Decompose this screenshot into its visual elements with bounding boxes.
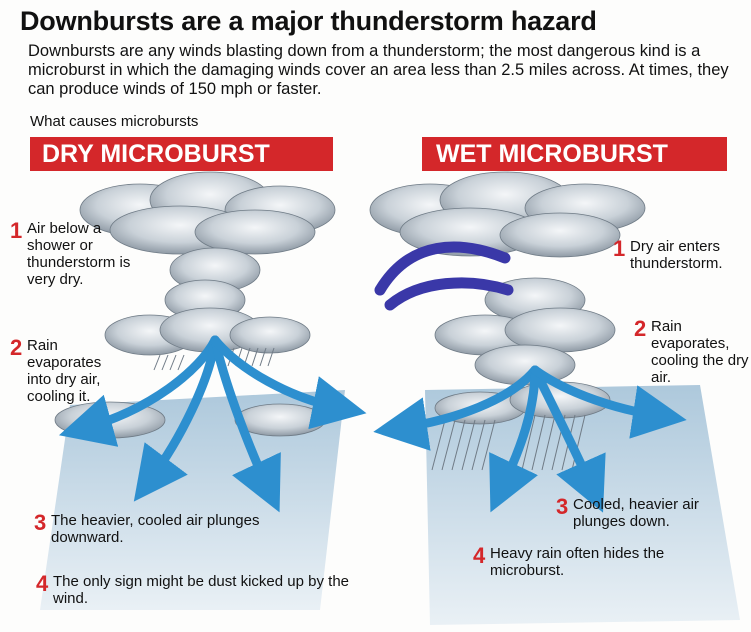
wet-microburst-banner: WET MICROBURST [422, 137, 727, 171]
wet-step-1 [613, 238, 748, 272]
wet-step-2 [634, 318, 749, 386]
wet-step-4 [473, 545, 713, 579]
wet-step-2-text: Rain evaporates, cooling the dry air. [651, 318, 749, 386]
wet-step-1-number: 1 [613, 236, 626, 261]
page-title: Downbursts are a major thunderstorm hazard [20, 6, 597, 36]
dry-step-3 [34, 512, 334, 546]
dry-step-4-number: 4 [36, 571, 49, 596]
causes-label: What causes microbursts [30, 113, 199, 130]
wet-step-2-number: 2 [634, 316, 647, 341]
dry-step-2-text: Rain evaporates into dry air, cooling it. [27, 337, 102, 405]
dry-microburst-banner: DRY MICROBURST [30, 137, 333, 171]
dry-step-1-number: 1 [10, 218, 23, 243]
dry-step-3-number: 3 [34, 510, 47, 535]
wet-step-4-text: Heavy rain often hides the microburst. [490, 545, 665, 579]
wet-step-1-text: Dry air enters thunderstorm. [630, 238, 723, 272]
dry-step-4 [36, 573, 356, 607]
dry-step-1 [10, 220, 145, 288]
dry-step-4-text: The only sign might be dust kicked up by the wind. [53, 573, 350, 607]
wet-step-3 [556, 496, 746, 530]
dry-step-1-text: Air below a shower or thunderstorm is very dry. [27, 220, 131, 288]
dry-step-3-text: The heavier, cooled air plunges downward. [51, 512, 260, 546]
dry-step-2 [10, 337, 120, 405]
intro-paragraph: Downbursts are any winds blasting down from a thunderstorm; the most dangerous kind is a microburst in which the damaging winds cover an area less than 2.5 miles across. At times, they can produce winds of 150 mph or faster. [28, 42, 729, 98]
wet-step-4-number: 4 [473, 543, 486, 568]
wet-step-3-text: Cooled, heavier air plunges down. [573, 496, 699, 530]
wet-step-3-number: 3 [556, 494, 569, 519]
dry-step-2-number: 2 [10, 335, 23, 360]
